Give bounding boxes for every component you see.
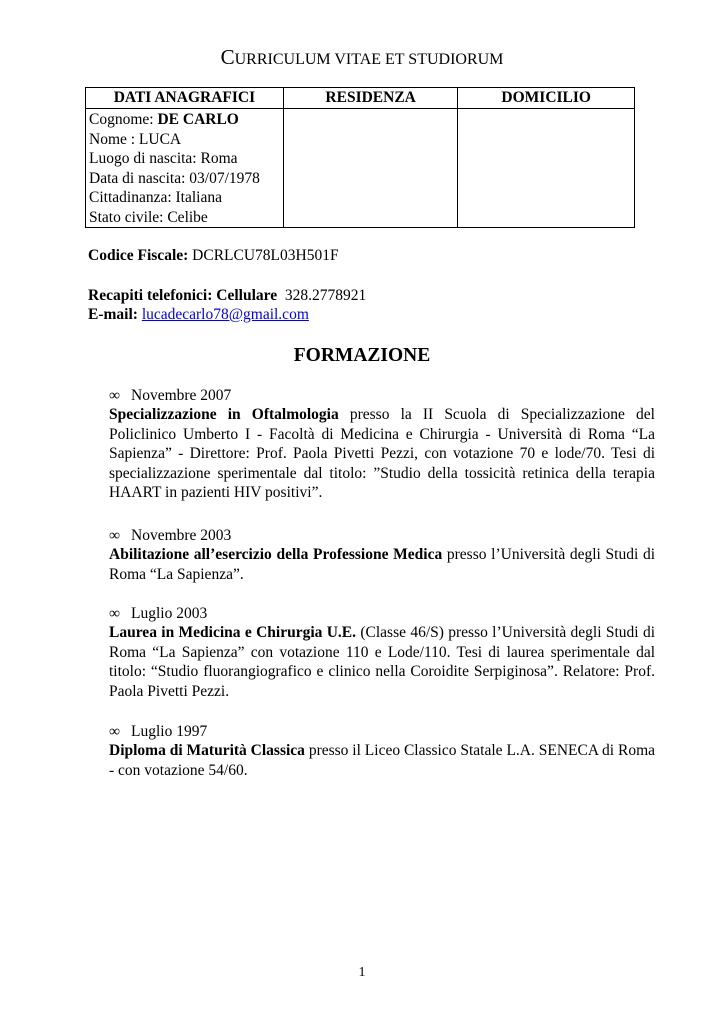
entry-date-line <box>109 604 655 623</box>
entry-text: presso l’Università degli Studi di Roma “La Sapienza”. <box>109 546 655 583</box>
cognome-label: Cognome: <box>89 111 158 128</box>
entry-text: presso la II Scuola di Specializzazione del Policlinico Umberto I - Facoltà di Medicina e Chirurgia - Università di Roma “La Sapienza” - Direttore: Prof. Paola Pivetti Pezzi, con votazione 70 e lode/70. Tesi di specializzazione sperimentale dal titolo: ”Studio della tossicità retinica della terapia HAART in pazienti HIV positivi”. <box>109 406 655 502</box>
entry-date: Luglio 2003 <box>131 605 208 622</box>
codice-fiscale-line <box>88 246 339 266</box>
entry-text: presso il Liceo Classico Statale L.A. SENECA di Roma - con votazione 54/60. <box>109 742 656 779</box>
entry-description <box>109 623 655 701</box>
document-title <box>0 47 724 70</box>
title-initial: C <box>220 45 235 69</box>
entry-date: Novembre 2007 <box>131 387 232 404</box>
email-link[interactable]: lucadecarlo78@gmail.com <box>141 306 309 323</box>
infinity-bullet-icon: ∞ <box>109 387 121 404</box>
education-entry <box>109 526 655 584</box>
col-header-domicilio: DOMICILIO <box>458 88 635 109</box>
domicilio-cell <box>458 109 635 228</box>
infinity-bullet-icon: ∞ <box>109 605 121 622</box>
phone-label: Recapiti telefonici: Cellulare <box>88 287 278 304</box>
email-label: E-mail: <box>88 306 138 323</box>
phone-line <box>88 286 366 306</box>
col-header-dati-anagrafici: DATI ANAGRAFICI <box>86 88 284 109</box>
education-entry <box>109 386 655 502</box>
entry-description <box>109 405 655 502</box>
cognome-line <box>89 110 281 130</box>
entry-date-line <box>109 722 655 741</box>
entry-title: Abilitazione all’esercizio della Professione Medica <box>109 546 443 564</box>
luogo-nascita-line: Luogo di nascita: Roma <box>89 150 238 167</box>
col-header-residenza: RESIDENZA <box>283 88 458 109</box>
entry-title: Specializzazione in Oftalmologia <box>109 406 339 424</box>
entry-title: Diploma di Maturità Classica <box>109 742 305 760</box>
education-entry <box>109 604 655 701</box>
entry-text: (Classe 46/S) presso l’Università degli Studi di Roma “La Sapienza” con votazione 110 e Lode/110. Tesi di laurea sperimentale dal titolo: “Studio fluorangiografico e clinico nella Coroidite Serpiginosa”. Relatore: Prof. Paola Pivetti Pezzi. <box>109 624 656 700</box>
phone-value: 328.2778921 <box>277 287 367 304</box>
nome-line: Nome : LUCA <box>89 130 182 148</box>
entry-date-line <box>109 386 655 405</box>
personal-data-table <box>85 87 635 228</box>
entry-title: Laurea in Medicina e Chirurgia U.E. <box>109 624 357 642</box>
infinity-bullet-icon: ∞ <box>109 527 121 544</box>
entry-date: Luglio 1997 <box>131 723 208 740</box>
stato-civile-line: Stato civile: Celibe <box>89 208 208 226</box>
infinity-bullet-icon: ∞ <box>109 723 121 740</box>
entry-date: Novembre 2003 <box>131 527 232 544</box>
title-rest: URRICULUM VITAE ET STUDIORUM <box>234 51 504 68</box>
residenza-cell <box>283 109 458 228</box>
entry-description <box>109 741 655 780</box>
formazione-heading: FORMAZIONE <box>293 345 431 366</box>
data-nascita-line: Data di nascita: 03/07/1978 <box>89 169 260 187</box>
page-number: 1 <box>358 965 366 980</box>
entry-date-line <box>109 526 655 545</box>
email-line <box>88 305 309 325</box>
cittadinanza-line: Cittadinanza: Italiana <box>89 189 222 206</box>
codice-fiscale-label: Codice Fiscale: <box>88 247 189 264</box>
cognome-value: DE CARLO <box>157 111 239 128</box>
dati-anagrafici-cell <box>86 109 284 228</box>
codice-fiscale-value: DCRLCU78L03H501F <box>188 247 339 264</box>
entry-description <box>109 545 655 584</box>
education-entry <box>109 722 655 780</box>
